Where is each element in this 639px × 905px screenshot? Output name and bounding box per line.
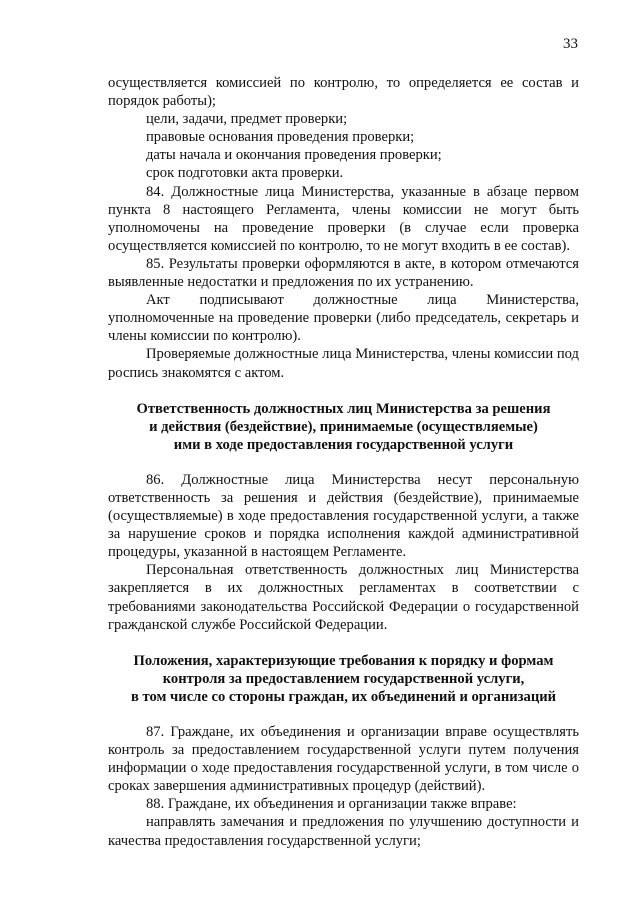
paragraph-group-b bbox=[108, 471, 579, 634]
paragraph: Проверяемые должностные лица Министерства, члены комиссии под роспись знакомятся с актом. bbox=[108, 346, 579, 381]
paragraph: 86. Должностные лица Министерства несут персональную ответственность за решения и действия (бездействие), принимаемые (осуществляемые) в ходе предоставления государственной услуги, а также за нарушение сроков и порядка исполнения каждой административной процедуры, указанной в настоящем Регламенте. bbox=[108, 471, 579, 561]
paragraph: даты начала и окончания проведения проверки; bbox=[146, 147, 442, 164]
paragraph: 84. Должностные лица Министерства, указанные в абзаце первом пункта 8 настоящего Регламента, члены комиссии не могут быть уполномочены на проведение проверки (в случае если проверка осуществляется комиссией по контролю, то не могут входить в ее состав). bbox=[108, 183, 579, 254]
section-heading-responsibility bbox=[108, 400, 579, 454]
heading-line: Положения, характеризующие требования к порядку и формам bbox=[133, 652, 554, 669]
paragraph: срок подготовки акта проверки. bbox=[146, 165, 344, 182]
paragraph: осуществляется комиссией по контролю, то определяется ее состав и порядок работы); bbox=[108, 75, 579, 110]
paragraph-group-c bbox=[108, 723, 579, 850]
heading-line: и действия (бездействие), принимаемые (осуществляемые) bbox=[149, 418, 538, 435]
paragraph: Акт подписывают должностные лица Министерства, уполномоченные на проведение проверки (либо председатель, секретарь и члены комиссии по контролю). bbox=[108, 292, 579, 345]
paragraph: Персональная ответственность должностных лиц Министерства закрепляется в их должностных регламентах в соответствии с требованиями законодательства Российской Федерации о государственной гражданской службе Российской Федерации. bbox=[108, 562, 579, 633]
heading-line: Ответственность должностных лиц Министерства за решения bbox=[136, 400, 551, 417]
paragraph: цели, задачи, предмет проверки; bbox=[146, 111, 348, 128]
heading-line: контроля за предоставлением государственной услуги, bbox=[162, 670, 525, 687]
paragraph: направлять замечания и предложения по улучшению доступности и качества предоставления государственной услуги; bbox=[108, 814, 579, 849]
document-body bbox=[108, 74, 579, 850]
paragraph: 87. Граждане, их объединения и организации вправе осуществлять контроль за предоставлением государственной услуги путем получения информации о ходе предоставления государственной услуги, в том числе о сроках завершения административных процедур (действий). bbox=[108, 724, 579, 795]
heading-line: ими в ходе предоставления государственной услуги bbox=[173, 436, 514, 453]
paragraph: 88. Граждане, их объединения и организации также вправе: bbox=[146, 796, 517, 813]
page-number: 33 bbox=[563, 36, 578, 52]
paragraph: правовые основания проведения проверки; bbox=[146, 129, 415, 146]
heading-line: в том числе со стороны граждан, их объединений и организаций bbox=[130, 688, 557, 705]
paragraph-group-a bbox=[108, 74, 579, 382]
section-heading-control-forms bbox=[108, 652, 579, 706]
paragraph: 85. Результаты проверки оформляются в акте, в котором отмечаются выявленные недостатки и предложения по их устранению. bbox=[108, 255, 579, 291]
